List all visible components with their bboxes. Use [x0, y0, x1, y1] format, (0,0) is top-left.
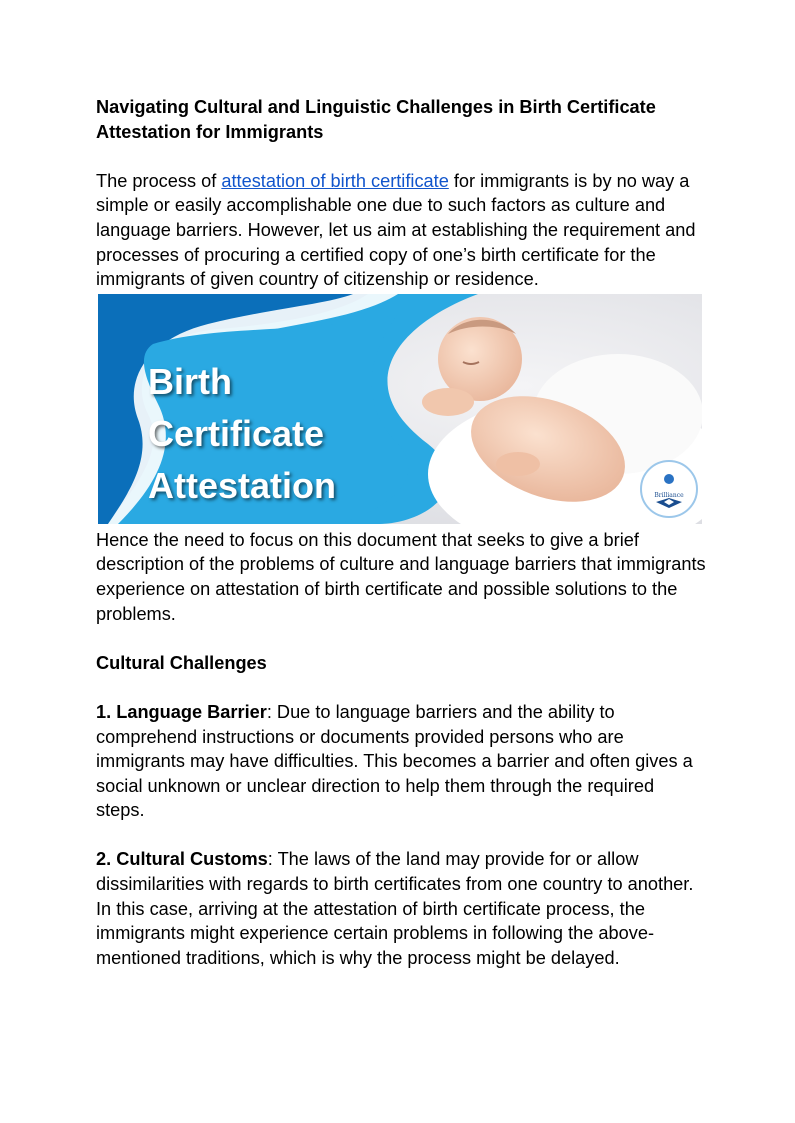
spacer [96, 144, 706, 169]
section-heading: Cultural Challenges [96, 652, 267, 673]
item-label: 1. Language Barrier [96, 701, 267, 722]
baby-foot [496, 452, 540, 476]
intro-paragraph [96, 169, 706, 292]
banner-line-birth: Birth [148, 360, 232, 402]
intro-post-text: for immigrants is by no way a simple or easily accomplishable one due to such factors as culture and language barriers. However, let us aim at establishing the requirement and processes of procuring a certified copy of one’s birth certificate for the immigrants of given country of citizenship or residence. [96, 170, 696, 290]
spacer [96, 626, 706, 651]
banner-title [148, 356, 336, 512]
logo-icon [642, 462, 696, 516]
intro-pre-text: The process of [96, 170, 222, 191]
brilliance-logo [640, 460, 698, 518]
document-page [96, 95, 706, 970]
list-item-cultural-customs [96, 847, 706, 970]
banner-line-attestation: Attestation [148, 464, 336, 506]
banner-line-certificate: Certificate [148, 412, 325, 454]
spacer [96, 675, 706, 700]
item-label: 2. Cultural Customs [96, 849, 268, 870]
logo-text: Brilliance [654, 491, 684, 499]
item-text: : The laws of the land may provide for or allow dissimilarities with regards to birth certificates from one country to another. In this case, arriving at the attestation of birth certificate process, the immigrants might experience certain problems in following the above-mentioned traditions, which is why the process might be delayed. [96, 849, 694, 968]
item-text: : Due to language barriers and the ability to comprehend instructions or documents provided persons who are immigrants may have difficulties. This becomes a barrier and often gives a social unknown or unclear direction to help them through the required steps. [96, 701, 693, 821]
after-banner-paragraph: Hence the need to focus on this document that seeks to give a brief description of the problems of culture and language barriers that immigrants experience on attestation of birth certificate and possible solutions to the problems. [96, 529, 706, 624]
attestation-link[interactable]: attestation of birth certificate [221, 170, 449, 191]
list-item-language-barrier [96, 700, 706, 823]
document-title: Navigating Cultural and Linguistic Challenges in Birth Certificate Attestation for Immigrants [96, 97, 656, 142]
baby-hand [422, 388, 474, 416]
birth-certificate-banner [98, 294, 702, 524]
spacer [96, 823, 706, 848]
